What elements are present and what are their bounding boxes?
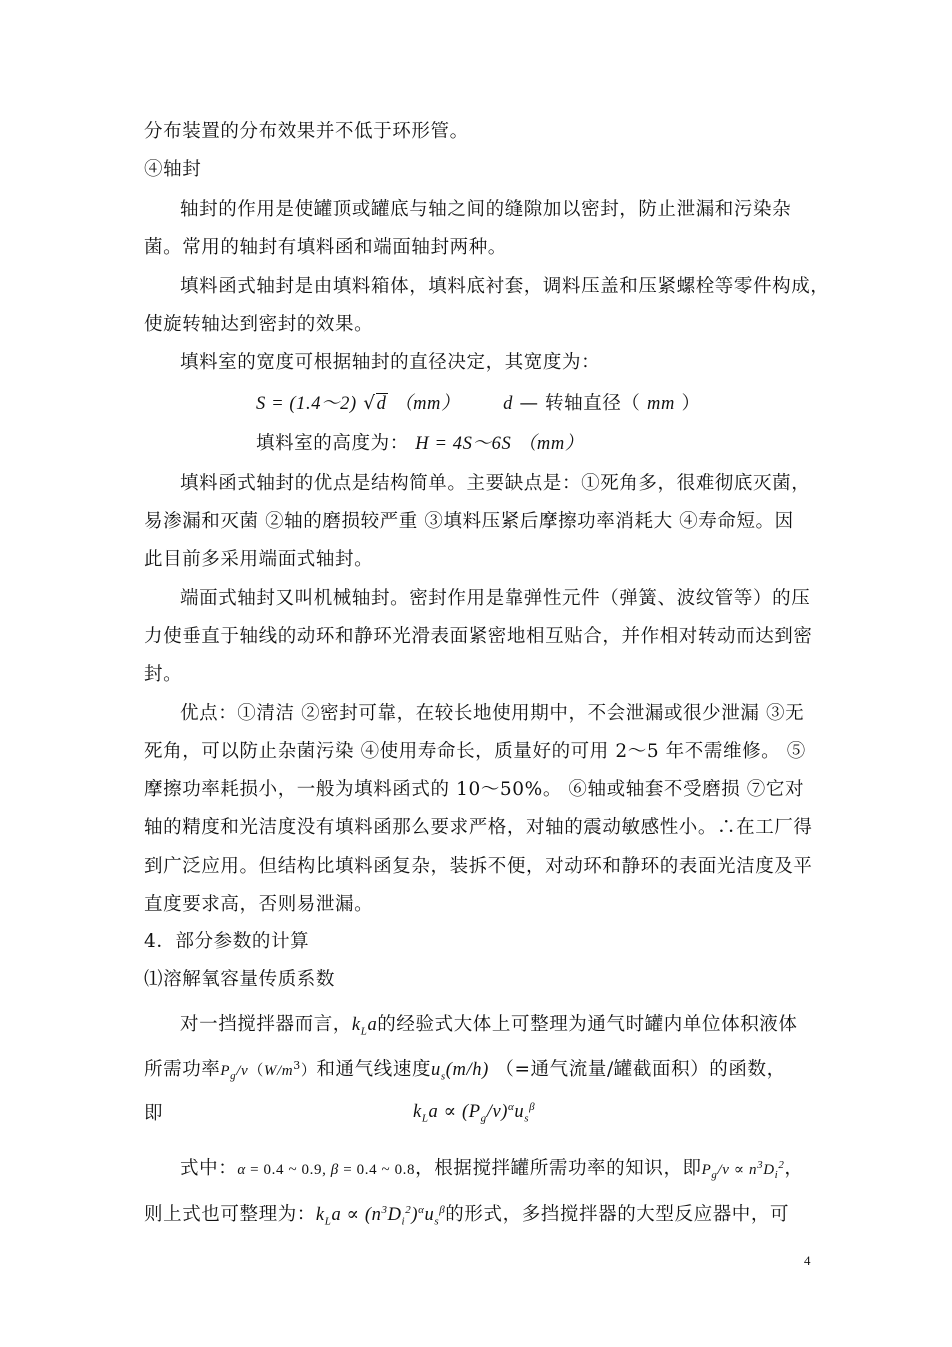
text-line: 则上式也可整理为：$k_La \propto (n^3D_i^2)^\alpha u_s^\beta$的形式，多挡搅拌器的大型反应器中，可 — [144, 1203, 790, 1228]
text-span: 则上式也可整理为： — [144, 1204, 316, 1225]
formula-lhs: S = (1.4～2) — [256, 394, 357, 414]
text-line: 填料函式轴封是由填料箱体，填料底衬套，调料压盖和压紧螺栓等零件构成， — [180, 276, 830, 297]
text-line: 式中：α = 0.4 ~ 0.9, β = 0.4 ~ 0.8，根据搅拌罐所需功率的知识，即$P_g/v \propto n^3D_i^2$， — [180, 1158, 804, 1181]
text-line: 到广泛应用。但结构比填料函复杂，装拆不便，对动环和静环的表面光洁度及平 — [144, 856, 813, 877]
formula-desc-end: ） — [681, 393, 701, 414]
text-line: 分布装置的分布效果并不低于环形管。 — [144, 121, 469, 142]
text-span: 即 — [144, 1103, 164, 1124]
text-span: 式中： — [180, 1158, 238, 1179]
formula-kla: $k_La \propto (P_g/v)^\alpha u_s^\beta$ — [413, 1100, 536, 1125]
text-line: 优点：①清洁 ②密封可靠，在较长地使用期中，不会泄漏或很少泄漏 ③无 — [180, 703, 805, 724]
text-line: 此目前多采用端面式轴封。 — [144, 549, 374, 570]
formula-sqrt-arg: d — [376, 394, 387, 414]
formula-label: 填料室的高度为： — [256, 433, 409, 454]
text-line: 摩擦功率耗损小，一般为填料函式的 10～50%。 ⑥轴或轴套不受磨损 ⑦它对 — [144, 779, 805, 800]
text-span: 所需功率 — [144, 1059, 221, 1080]
text-span: ，根据搅拌罐所需功率的知识，即 — [415, 1158, 702, 1179]
text-line: 端面式轴封又叫机械轴封。密封作用是靠弹性元件（弹簧、波纹管等）的压 — [180, 588, 811, 609]
text-line — [144, 1102, 163, 1126]
text-line: 力使垂直于轴线的动环和静环光滑表面紧密地相互贴合，并作相对转动而达到密 — [144, 626, 813, 647]
text-span: （=通气流量/罐截面积）的函数， — [495, 1059, 786, 1080]
text-line: 直度要求高，否则易泄漏。 — [144, 894, 374, 915]
page-number: 4 — [804, 1253, 811, 1268]
formula-expr: H = 4S～6S — [415, 434, 512, 454]
text-span: 和通气线速度 — [316, 1059, 432, 1080]
text-line: 对一挡搅拌器而言，$k_La$的经验式大体上可整理为通气时罐内单位体积液体 — [180, 1014, 798, 1038]
subsection-heading: ⑴溶解氧容量传质系数 — [144, 969, 336, 990]
formula-desc-unit: mm — [647, 394, 675, 414]
text-line: 死角，可以防止杂菌污染 ④使用寿命长，质量好的可用 2～5 年不需维修。 ⑤ — [144, 741, 806, 762]
text-line: 菌。常用的轴封有填料函和端面轴封两种。 — [144, 237, 507, 258]
formula-height — [256, 432, 584, 456]
text-line: 轴的精度和光洁度没有填料函那么要求严格，对轴的震动敏感性小。∴在工厂得 — [144, 817, 813, 838]
text-line: 封。 — [144, 664, 183, 685]
formula-desc: 转轴直径（ — [545, 393, 641, 414]
text-line: 轴封的作用是使罐顶或罐底与轴之间的缝隙加以密封，防止泄漏和污染杂 — [180, 199, 792, 220]
section-heading: 4．部分参数的计算 — [144, 931, 310, 952]
formula-var: d — [503, 394, 513, 414]
text-span: 的经验式大体上可整理为通气时罐内单位体积液体 — [377, 1014, 798, 1035]
text-line: 填料函式轴封的优点是结构简单。主要缺点是：①死角多，很难彻底灭菌， — [180, 473, 811, 494]
text-line: 使旋转轴达到密封的效果。 — [144, 314, 374, 335]
formula-width: S = (1.4～2) √d （mm） d — 转轴直径（ mm ） — [256, 393, 701, 414]
text-line: 填料室的宽度可根据轴封的直径决定，其宽度为： — [180, 352, 601, 373]
text-line: 所需功率$P_g/v(W/m^3)$和通气线速度$u_s(m/h)$ （=通气流量/罐截面积）的函数， — [144, 1059, 786, 1083]
formula-unit: （mm） — [517, 434, 584, 454]
text-span: 的形式，多挡搅拌器的大型反应器中，可 — [445, 1204, 790, 1225]
text-line: 易渗漏和灭菌 ②轴的磨损较严重 ③填料压紧后摩擦功率消耗大 ④寿命短。因 — [144, 511, 794, 532]
section-heading: ④轴封 — [144, 159, 202, 180]
text-span: 对一挡搅拌器而言， — [180, 1014, 352, 1035]
formula-dash: — — [519, 393, 539, 414]
formula-unit: （mm） — [394, 394, 461, 414]
